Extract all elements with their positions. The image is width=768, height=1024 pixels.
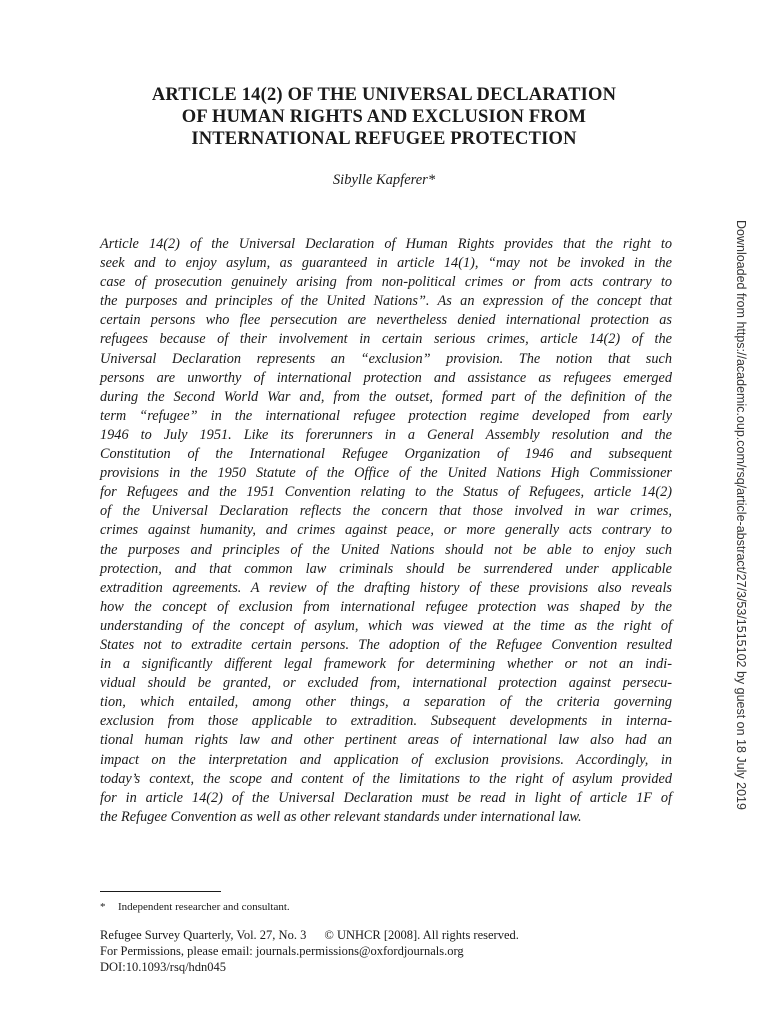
abstract-line: Article 14(2) of the Universal Declaration of Human Rights provides that the right to	[100, 236, 672, 252]
abstract-line: how the concept of exclusion from international refugee protection was shaped by the	[100, 598, 672, 615]
abstract-line: tion, which entailed, among other things, a separation of the criteria governing	[100, 694, 672, 711]
footnote-mark: *	[100, 901, 106, 913]
journal-citation: Refugee Survey Quarterly, Vol. 27, No. 3	[100, 928, 307, 942]
abstract-line: protection, and that common law criminals should be surrendered under applicable	[100, 560, 672, 577]
doi: DOI:10.1093/rsq/hdn045	[100, 960, 227, 974]
download-watermark: Downloaded from https://academic.oup.com/rsq/article-abstract/27/3/53/1515102 by guest on 18 July 2019	[734, 220, 748, 810]
abstract-line: impact on the interpretation and application of exclusion provisions. Accordingly, in	[100, 751, 672, 768]
abstract-line: during the Second World War and, from the outset, formed part of the definition of the	[100, 388, 672, 405]
abstract-line: today’s context, the scope and content of the limitations to the right of asylum provided	[100, 770, 672, 787]
abstract-line: persons are unworthy of international protection and assistance as refugees emerged	[100, 369, 672, 386]
abstract-line: in a significantly different legal framework for determining whether or not an indi-	[100, 656, 672, 673]
title-line: OF HUMAN RIGHTS AND EXCLUSION FROM	[181, 107, 587, 127]
abstract-line: extradition agreements. A review of the drafting history of these provisions also reveals	[100, 579, 672, 596]
abstract-line: for Refugees and the 1951 Convention relating to the Status of Refugees, article 14(2)	[100, 484, 672, 501]
abstract-line: case of prosecution genuinely arising from non-political crimes or from acts contrary to	[100, 274, 672, 291]
copyright-notice: © UNHCR [2008]. All rights reserved.	[324, 928, 519, 942]
abstract-line: Constitution of the International Refugee Organization of 1946 and subsequent	[100, 446, 672, 463]
footnote-text: Independent researcher and consultant.	[118, 901, 290, 913]
journal-citation-line	[100, 927, 519, 943]
abstract-line: Universal Declaration represents an “exclusion” provision. The notion that such	[100, 350, 672, 367]
abstract-line: vidual should be granted, or excluded from, international protection against persecu-	[100, 675, 672, 692]
abstract-line: crimes against humanity, and crimes against peace, or more generally acts contrary to	[100, 522, 672, 539]
author-name: Sibylle Kapferer*	[332, 172, 436, 188]
abstract-line: term “refugee” in the international refugee protection regime developed from early	[100, 407, 672, 424]
abstract-line: exclusion from those applicable to extradition. Subsequent developments in interna-	[100, 713, 672, 730]
abstract-line: 1946 to July 1951. Like its forerunners in a General Assembly resolution and the	[100, 426, 672, 443]
footnote	[100, 901, 290, 913]
abstract	[100, 235, 672, 827]
title-line: ARTICLE 14(2) OF THE UNIVERSAL DECLARATION	[151, 85, 617, 105]
abstract-line: seek and to enjoy asylum, as guaranteed in article 14(1), “may not be invoked in the	[100, 255, 672, 272]
abstract-line: provisions in the 1950 Statute of the Office of the United Nations High Commissioner	[100, 465, 672, 482]
abstract-line: understanding of the concept of asylum, which was viewed at the time as the right of	[100, 617, 672, 634]
abstract-line: for in article 14(2) of the Universal Declaration must be read in light of article 1F of	[100, 789, 672, 806]
abstract-line: the purposes and principles of the United Nations”. As an expression of the concept that	[100, 293, 672, 310]
abstract-line: States not to extradite certain persons. The adoption of the Refugee Convention resulted	[100, 636, 672, 653]
title-line: INTERNATIONAL REFUGEE PROTECTION	[191, 129, 577, 149]
article-title	[100, 84, 668, 150]
permissions-notice: For Permissions, please email: journals.permissions@oxfordjournals.org	[100, 944, 464, 958]
abstract-line: the purposes and principles of the United Nations should not be able to enjoy such	[100, 541, 672, 558]
abstract-line: certain persons who flee persecution are nevertheless denied international protection as	[100, 312, 672, 329]
journal-info	[100, 927, 519, 975]
abstract-line: of the Universal Declaration reflects the concern that those involved in war crimes,	[100, 503, 672, 520]
footnote-divider	[100, 891, 221, 892]
abstract-line: the Refugee Convention as well as other relevant standards under international law.	[100, 808, 582, 825]
abstract-line: refugees because of their involvement in certain serious crimes, article 14(2) of the	[100, 331, 672, 348]
abstract-line: tional human rights law and other pertinent areas of international law also had an	[100, 732, 672, 749]
